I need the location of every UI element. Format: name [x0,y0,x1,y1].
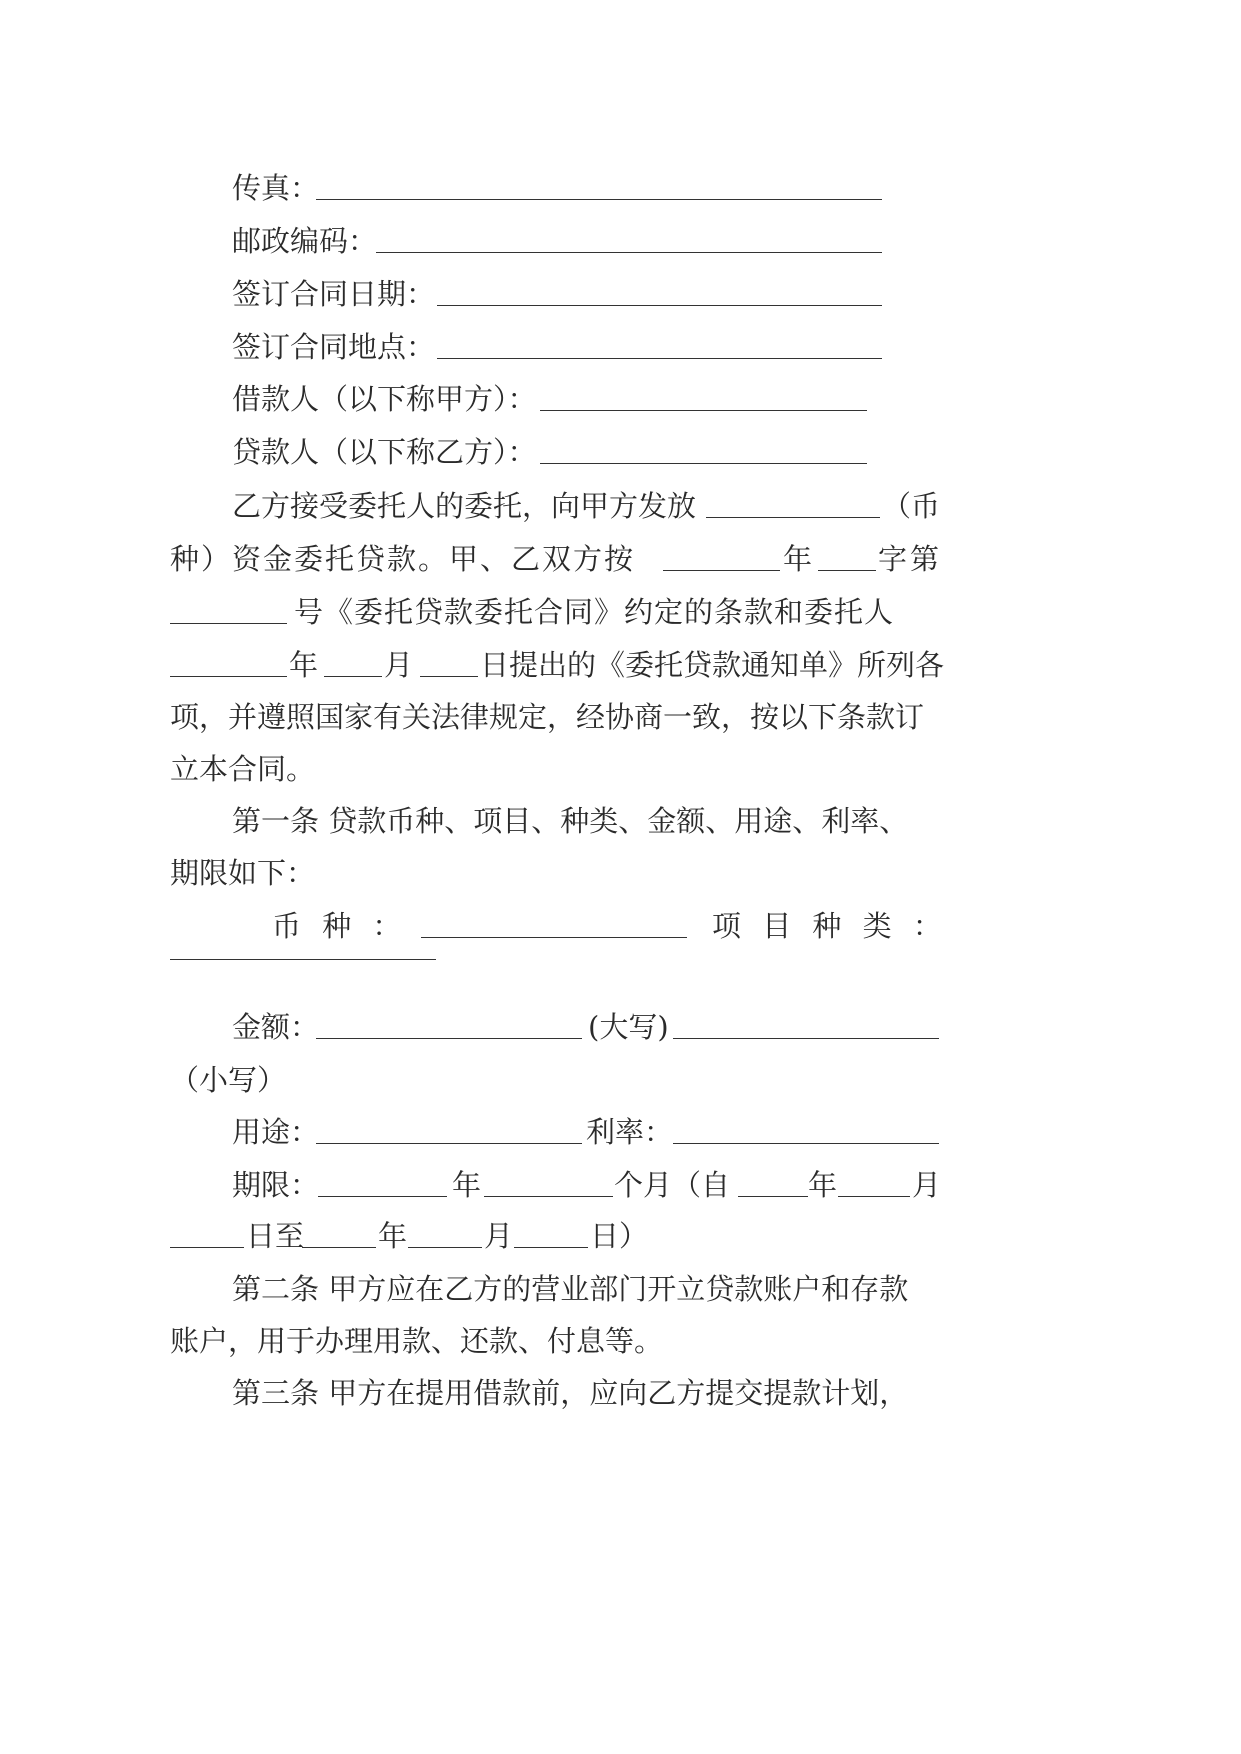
term-text: 年 [808,1168,838,1202]
fax-line [0,160,1241,216]
borrower-label: 借款人（以下称甲方）： [232,382,537,416]
sign-date-blank[interactable] [437,305,882,306]
contract-year-blank[interactable] [663,570,780,571]
notice-month-blank[interactable] [324,676,382,677]
currency-kind-blank[interactable] [706,517,880,518]
article1-heading: 第一条 贷款币种、项目、种类、金额、用途、利率、 [232,804,909,838]
lender-line [0,424,1241,480]
article2-heading: 第二条 甲方应在乙方的营业部门开立贷款账户和存款 [232,1272,909,1306]
amount-lower-label: （小写） [170,1063,287,1097]
amount-lower-line [0,1052,1241,1108]
article2-line-1 [0,1261,1241,1317]
term-text: 年 [452,1168,482,1202]
article1-text: 期限如下： [170,856,316,890]
purpose-rate-line [0,1104,1241,1160]
intro-text: 项，并遵照国家有关法律规定，经协商一致，按以下条款订 [170,700,925,734]
intro-text: 日提出的《委托贷款通知单》所列各 [480,648,945,682]
article2-text: 账户，用于办理用款、还款、付息等。 [170,1324,664,1358]
contract-number-blank[interactable] [170,623,287,624]
intro-line-4 [0,637,1241,693]
intro-text: 立本合同。 [170,752,316,786]
start-month-blank[interactable] [838,1196,910,1197]
intro-line-5 [0,689,1241,745]
term-text: 年 [378,1219,408,1253]
fax-blank[interactable] [316,199,882,200]
term-years-blank[interactable] [318,1196,447,1197]
notice-year-blank[interactable] [170,676,287,677]
amount-upper-label: (大写) [588,1010,669,1044]
sign-place-blank[interactable] [437,358,882,359]
sign-place-label: 签订合同地点： [232,330,436,364]
term-months-blank[interactable] [484,1196,613,1197]
intro-text: 种）资金委托贷款。甲、乙双方按 [170,542,636,576]
intro-text: （币 [882,489,941,523]
sign-date-line [0,266,1241,322]
contract-word-blank[interactable] [818,570,876,571]
intro-text: 号《委托贷款委托合同》约定的条款和委托人 [294,595,895,629]
term-line-2 [0,1208,1241,1264]
term-label: 期限： [232,1168,320,1202]
term-text: 月 [484,1219,514,1253]
project-type-line [0,920,1241,976]
intro-text: 字第 [878,542,943,576]
article2-line-2 [0,1313,1241,1369]
postal-code-line [0,213,1241,269]
sign-date-label: 签订合同日期： [232,277,436,311]
term-text: 日） [590,1219,649,1253]
end-day-blank[interactable] [514,1247,588,1248]
purpose-blank[interactable] [316,1143,582,1144]
article3-heading: 第三条 甲方在提用借款前，应向乙方提交提款计划， [232,1376,909,1410]
amount-line [0,999,1241,1055]
term-text: 日至 [246,1219,305,1253]
currency-label: 币 种 ： [272,909,408,943]
intro-line-1 [0,478,1241,534]
article1-line-2 [0,845,1241,901]
rate-label: 利率： [586,1115,674,1149]
project-type-blank[interactable] [170,959,436,960]
purpose-label: 用途： [232,1115,320,1149]
rate-blank[interactable] [673,1143,939,1144]
amount-label: 金额： [232,1010,320,1044]
intro-text: 年 [783,542,813,576]
amount-lower-blank[interactable] [673,1038,939,1039]
article1-line-1 [0,793,1241,849]
end-year-blank[interactable] [302,1247,376,1248]
borrower-blank[interactable] [540,410,867,411]
intro-text: 乙方接受委托人的委托，向甲方发放 [232,489,697,523]
term-line-1 [0,1157,1241,1213]
intro-text: 月 [384,648,414,682]
borrower-line [0,371,1241,427]
start-year-blank[interactable] [738,1196,808,1197]
postal-code-blank[interactable] [376,252,882,253]
end-month-blank[interactable] [408,1247,482,1248]
lender-blank[interactable] [540,463,867,464]
term-text: 月 [912,1168,942,1202]
intro-line-6 [0,741,1241,797]
article3-line-1 [0,1365,1241,1421]
lender-label: 贷款人（以下称乙方）： [232,435,537,469]
project-type-label: 项 目 种 类 ： [712,909,948,943]
amount-upper-blank[interactable] [316,1038,582,1039]
term-text: 个月（自 [614,1168,731,1202]
intro-line-2 [0,531,1241,587]
intro-text: 年 [289,648,319,682]
fax-label: 传真： [232,171,320,205]
notice-day-blank[interactable] [420,676,478,677]
intro-line-3 [0,584,1241,640]
postal-code-label: 邮政编码： [232,224,378,258]
start-day-blank[interactable] [170,1247,244,1248]
sign-place-line [0,319,1241,375]
